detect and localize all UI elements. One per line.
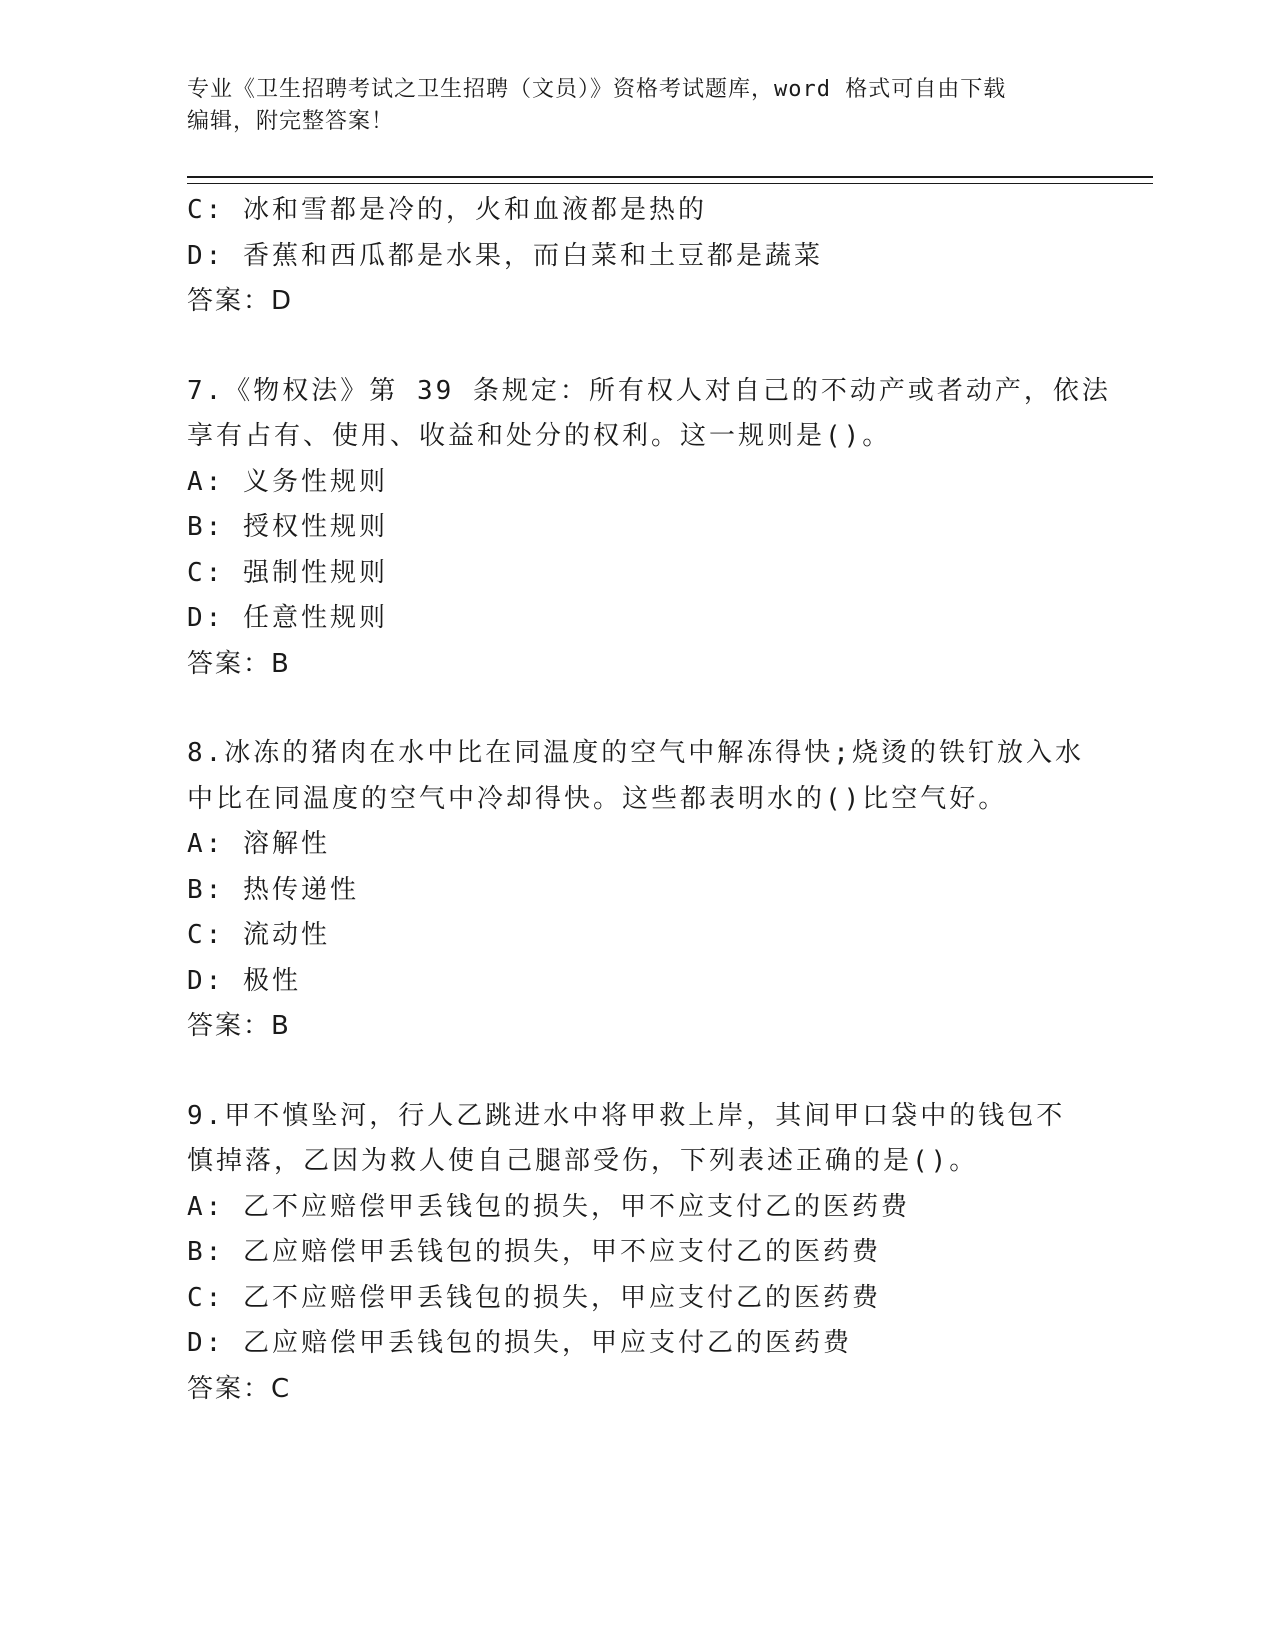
option-c: C: 强制性规则: [187, 557, 388, 588]
answer-label: 答案：D: [187, 286, 294, 316]
question-fragment: [187, 188, 1087, 325]
answer-label: 答案：B: [187, 1011, 291, 1041]
question-8: [187, 731, 1087, 1050]
question-stem-line: 8.冰冻的猪肉在水中比在同温度的空气中解冻得快;烧烫的铁钉放入水: [187, 738, 1084, 768]
question-stem-line: 享有占有、使用、收益和处分的权利。这一规则是()。: [187, 421, 892, 451]
option-a: A: 乙不应赔偿甲丢钱包的损失，甲不应支付乙的医药费: [187, 1191, 910, 1222]
question-stem-line: 9.甲不慎坠河，行人乙跳进水中将甲救上岸，其间甲口袋中的钱包不: [187, 1100, 1066, 1131]
option-b: B: 授权性规则: [187, 512, 388, 542]
question-7: [187, 369, 1111, 688]
question-stem-line: 7.《物权法》第 39 条规定：所有权人对自己的不动产或者动产，依法: [187, 375, 1111, 406]
page-header: [187, 74, 1067, 138]
option-a: A: 义务性规则: [187, 466, 388, 497]
option-c: C: 流动性: [187, 920, 330, 950]
option-c: C: 冰和雪都是冷的，火和血液都是热的: [187, 195, 707, 225]
option-a: A: 溶解性: [187, 829, 330, 859]
option-b: B: 乙应赔偿甲丢钱包的损失，甲不应支付乙的医药费: [187, 1237, 881, 1267]
answer-label: 答案：C: [187, 1373, 292, 1404]
option-d: D: 乙应赔偿甲丢钱包的损失，甲应支付乙的医药费: [187, 1328, 852, 1358]
question-9: [187, 1094, 1087, 1413]
header-divider: [187, 176, 1153, 184]
answer-label: 答案：B: [187, 648, 291, 679]
question-list: [187, 188, 1111, 1412]
option-d: D: 任意性规则: [187, 603, 388, 633]
header-title-line-1: 专业《卫生招聘考试之卫生招聘（文员）》资格考试题库，word 格式可自由下载: [187, 77, 1007, 102]
header-title-line-2: 编辑，附完整答案！: [187, 109, 395, 134]
option-b: B: 热传递性: [187, 874, 359, 905]
option-c: C: 乙不应赔偿甲丢钱包的损失，甲应支付乙的医药费: [187, 1282, 881, 1313]
option-d: D: 香蕉和西瓜都是水果，而白菜和土豆都是蔬菜: [187, 240, 823, 271]
question-stem-line: 中比在同温度的空气中冷却得快。这些都表明水的()比空气好。: [187, 783, 1008, 814]
question-stem-line: 慎掉落，乙因为救人使自己腿部受伤，下列表述正确的是()。: [187, 1146, 979, 1176]
option-d: D: 极性: [187, 965, 301, 996]
